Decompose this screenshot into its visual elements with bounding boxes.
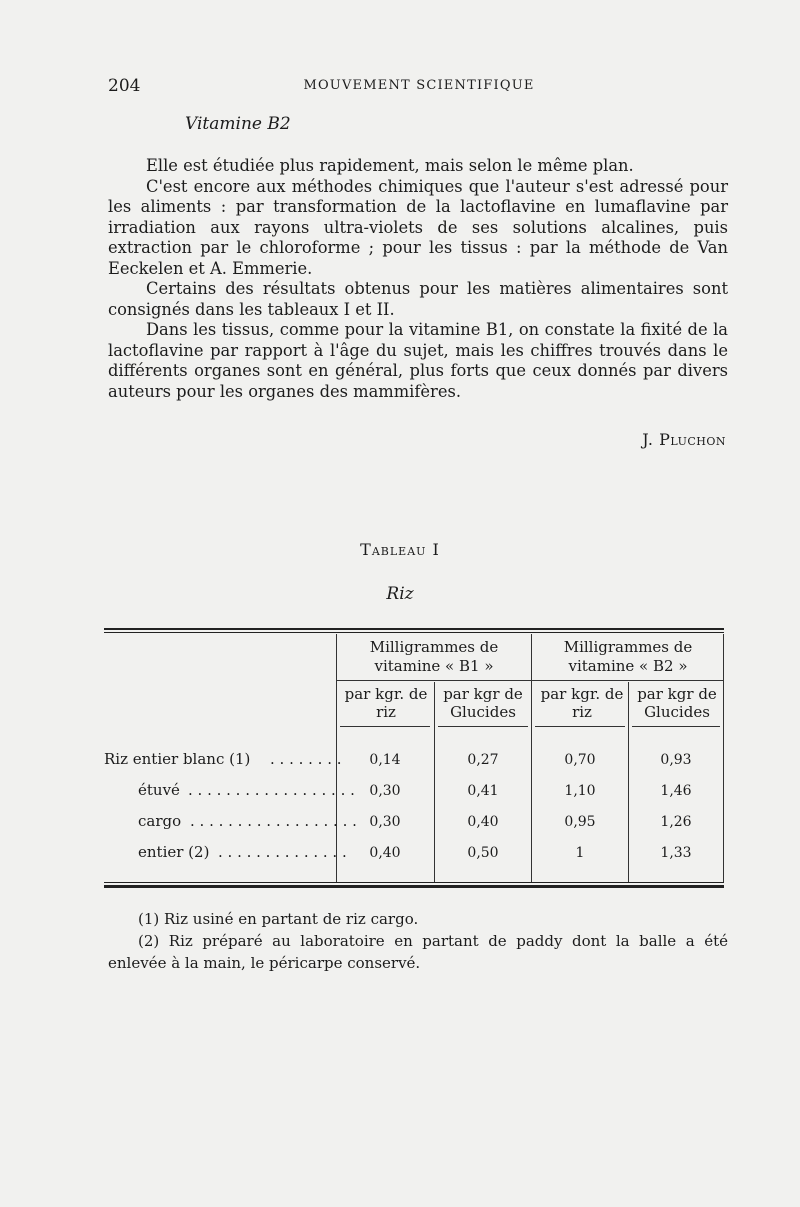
table-column-divider — [531, 634, 532, 882]
group-header-b1: Milligrammes de vitamine « B1 » — [369, 638, 499, 675]
table-cell: 0,40 — [369, 845, 401, 861]
table-header-underline — [340, 726, 430, 727]
row-label: entier (2) — [138, 843, 210, 861]
table-cell: 1,10 — [564, 783, 596, 799]
paragraph: C'est encore aux méthodes chimiques que l'auteur s'est adressé pour les aliments : par transformation de la lactoflavine en lumaflavine par irradiation aux rayons ultra-violets de ses solutions alcalines, puis extraction par le chloroforme ; pour les tissus : par la méthode de Van Eeckelen et A. Emmerie. — [108, 176, 728, 278]
paragraph: Certains des résultats obtenus pour les matières alimentaires sont consignés dans les tableaux I et II. — [108, 279, 728, 319]
author-initial: J. — [642, 430, 654, 449]
leader-dots: . . . . . . . . . . . . . . — [218, 843, 347, 861]
table-cell: 1 — [575, 845, 585, 861]
table-header-underline — [438, 726, 528, 727]
running-title: MOUVEMENT SCIENTIFIQUE — [303, 78, 535, 93]
body-text — [108, 156, 728, 402]
table-top-rule — [104, 628, 724, 630]
table-top-rule-thin — [104, 632, 724, 633]
leader-dots: . . . . . . . . — [270, 750, 342, 768]
table-column-divider — [628, 682, 629, 882]
table-cell: 0,95 — [564, 814, 596, 830]
table-right-border — [723, 634, 724, 882]
group-header-b2: Milligrammes de vitamine « B2 » — [563, 638, 693, 675]
footnote: (1) Riz usiné en partant de riz cargo. — [138, 910, 419, 928]
table-title: Tableau I — [360, 540, 440, 559]
table-column-divider — [434, 682, 435, 882]
table-cell: 0,40 — [467, 814, 499, 830]
table-cell: 0,14 — [369, 752, 401, 768]
running-header — [108, 76, 730, 98]
column-header: par kgr. de riz — [540, 685, 624, 721]
row-label: cargo — [138, 812, 182, 830]
table-cell: 0,27 — [467, 752, 499, 768]
page-number: 204 — [108, 76, 141, 96]
table-cell: 0,41 — [467, 783, 499, 799]
row-label: Riz entier blanc (1) — [104, 750, 251, 768]
table-cell: 1,26 — [660, 814, 692, 830]
author-name: Pluchon — [659, 430, 726, 449]
table-bottom-rule-thin — [104, 882, 724, 883]
table-cell: 0,30 — [369, 814, 401, 830]
table-cell: 0,70 — [564, 752, 596, 768]
section-title: Vitamine B2 — [185, 114, 291, 134]
table-header-underline — [632, 726, 720, 727]
table-bottom-rule — [104, 885, 724, 888]
column-header: par kgr de Glucides — [443, 685, 523, 721]
table-cell: 0,93 — [660, 752, 692, 768]
author-signature — [642, 430, 726, 449]
leader-dots: . . . . . . . . . . . . . . . . . . — [188, 781, 355, 799]
table-header-divider — [336, 680, 724, 681]
column-header: par kgr de Glucides — [637, 685, 717, 721]
paragraph: Elle est étudiée plus rapidement, mais selon le même plan. — [146, 156, 634, 175]
leader-dots: . . . . . . . . . . . . . . . . . . — [190, 812, 357, 830]
table-header-underline — [535, 726, 625, 727]
table-cell: 1,46 — [660, 783, 692, 799]
row-label: étuvé — [138, 781, 180, 799]
table-cell: 0,30 — [369, 783, 401, 799]
footnotes — [108, 908, 728, 974]
column-header: par kgr. de riz — [344, 685, 428, 721]
table-cell: 1,33 — [660, 845, 692, 861]
table-subtitle: Riz — [386, 584, 414, 604]
paragraph: Dans les tissus, comme pour la vitamine B1, on constate la fixité de la lactoflavine par rapport à l'âge du sujet, mais les chiffres trouvés dans le différents organes sont en général, plus forts que ceux donnés par divers auteurs pour les organes des mammifères. — [108, 320, 728, 401]
table-cell: 0,50 — [467, 845, 499, 861]
footnote: (2) Riz préparé au laboratoire en partant de paddy dont la balle a été enlevée à la main, le péricarpe conservé. — [108, 932, 728, 972]
